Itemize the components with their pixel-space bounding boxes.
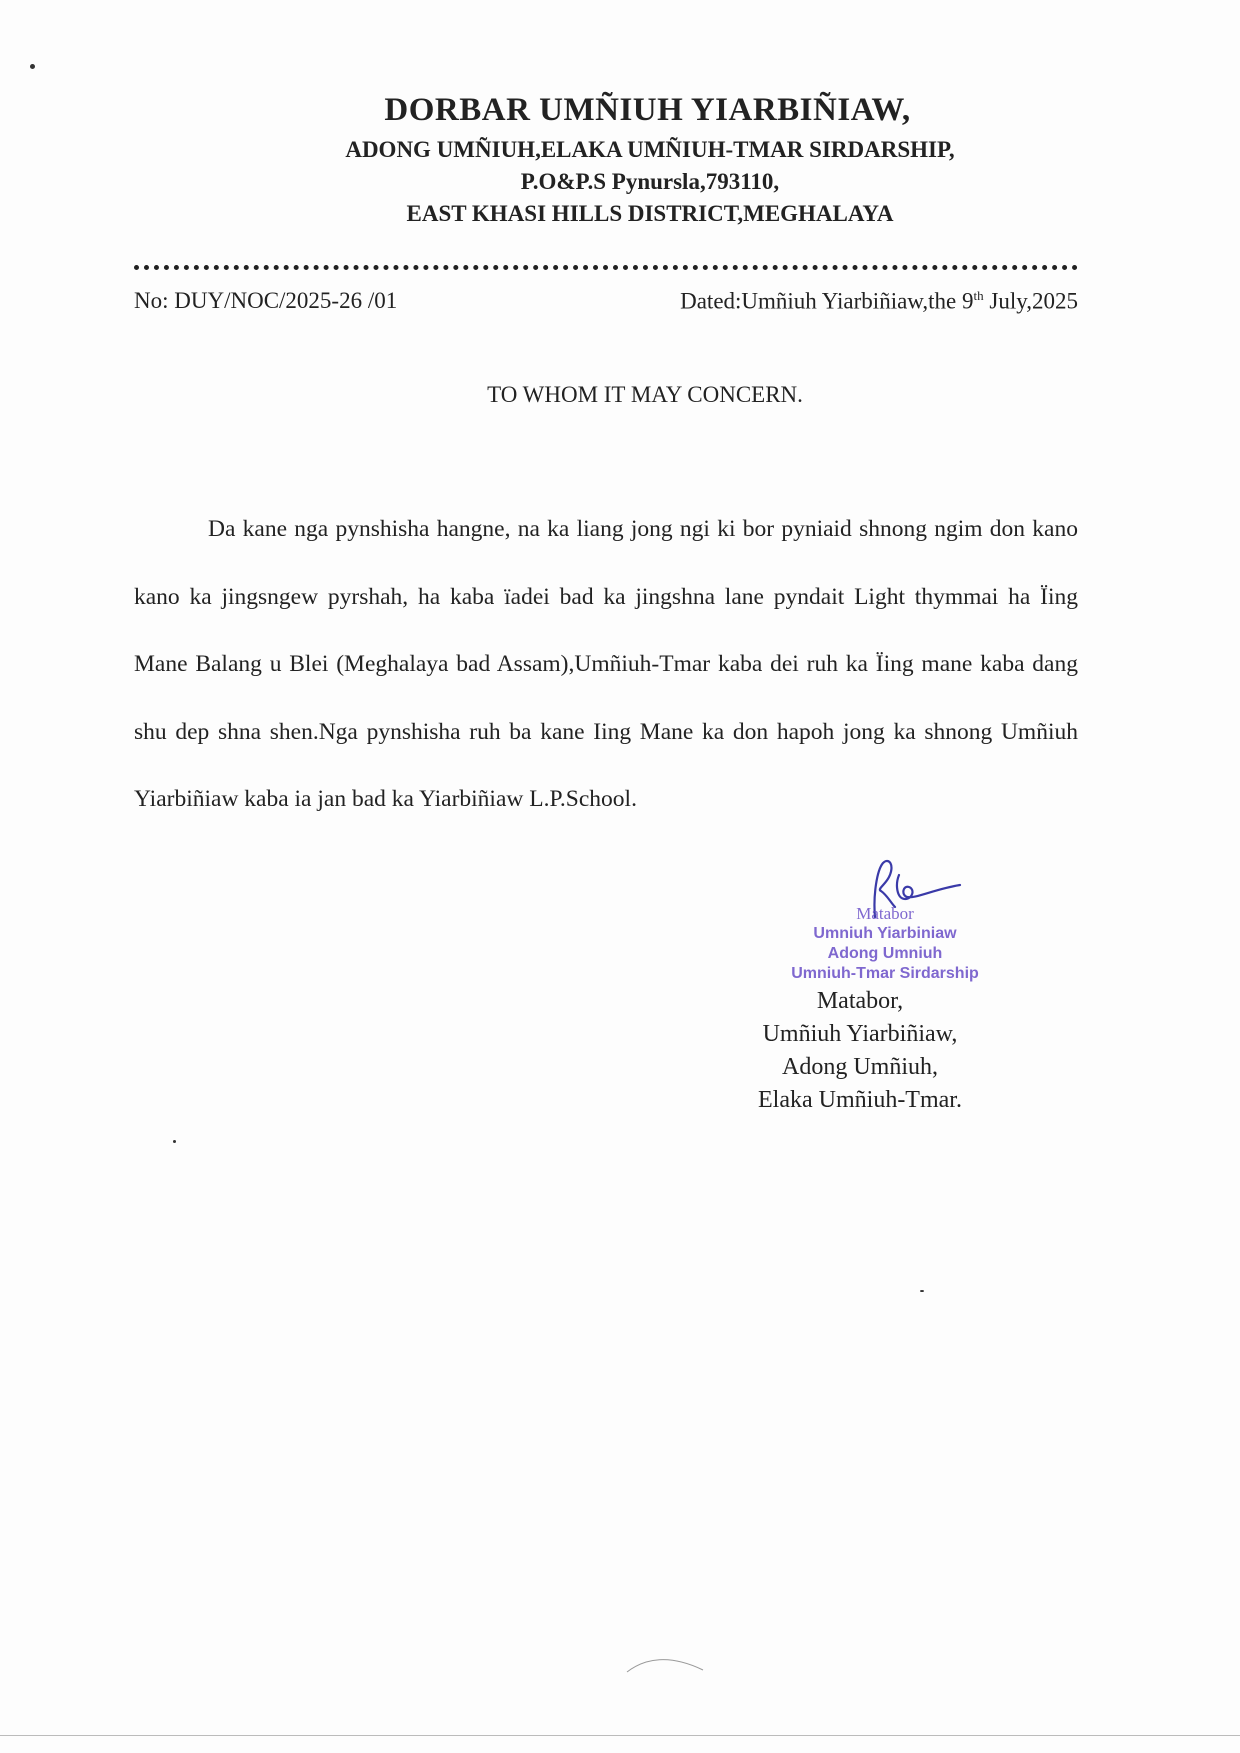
scan-speck (173, 1140, 176, 1143)
organization-title: DORBAR UMÑIUH YIARBIÑIAW, (384, 92, 911, 128)
official-stamp (770, 904, 1000, 984)
signatory-title: Matabor, (816, 988, 904, 1014)
signatory-block (710, 985, 1010, 1117)
signatory-adong: Adong Umñiuh, (782, 1054, 938, 1080)
scan-edge-line (0, 1735, 1240, 1736)
scan-mark (625, 1650, 705, 1674)
signatory-elaka: Elaka Umñiuh-Tmar. (758, 1087, 962, 1113)
date-superscript: th (973, 288, 984, 303)
organization-address-line-3: EAST KHASI HILLS DISTRICT,MEGHALAYA (406, 201, 894, 226)
letterhead (0, 92, 1240, 233)
stamp-line-2: Umniuh Yiarbiniaw (813, 925, 957, 942)
stamp-line-1: Matabor (856, 904, 914, 923)
date-prefix: Dated:Umñiuh Yiarbiñiaw,the 9 (680, 288, 974, 314)
organization-address-line-1: ADONG UMÑIUH,ELAKA UMÑIUH-TMAR SIRDARSHIP, (345, 137, 955, 162)
stamp-line-3: Adong Umniuh (827, 945, 943, 962)
reference-date (680, 288, 1078, 315)
signatory-village: Umñiuh Yiarbiñiaw, (762, 1021, 958, 1047)
date-suffix: July,2025 (983, 288, 1078, 314)
organization-address-line-2: P.O&P.S Pynursla,793110, (520, 169, 780, 194)
dotted-divider (134, 265, 1078, 270)
stamp-line-4: Umniuh-Tmar Sirdarship (791, 965, 979, 982)
subject-heading (0, 382, 1240, 408)
reference-number: No: DUY/NOC/2025-26 /01 (134, 288, 398, 313)
subject-text: TO WHOM IT MAY CONCERN. (487, 382, 803, 407)
body-paragraph: Da kane nga pynshisha hangne, na ka liang jong ngi ki bor pyniaid shnong ngim don kano kano ka jingsngew pyrshah, ha kaba ïadei bad ka jingshna lane pyndait Light thymmai ha Ïing Mane Balang u Blei (Meghalaya bad Assam),Umñiuh-Tmar kaba dei ruh ka Ïing mane kaba dang shu dep shna shen.Nga pynshisha ruh ba kane Iing Mane ka don hapoh jong ka shnong Umñiuh Yiarbiñiaw kaba ia jan bad ka Yiarbiñiaw L.P.School. (134, 516, 1078, 812)
scan-speck (30, 64, 35, 69)
scan-speck (920, 1290, 924, 1292)
